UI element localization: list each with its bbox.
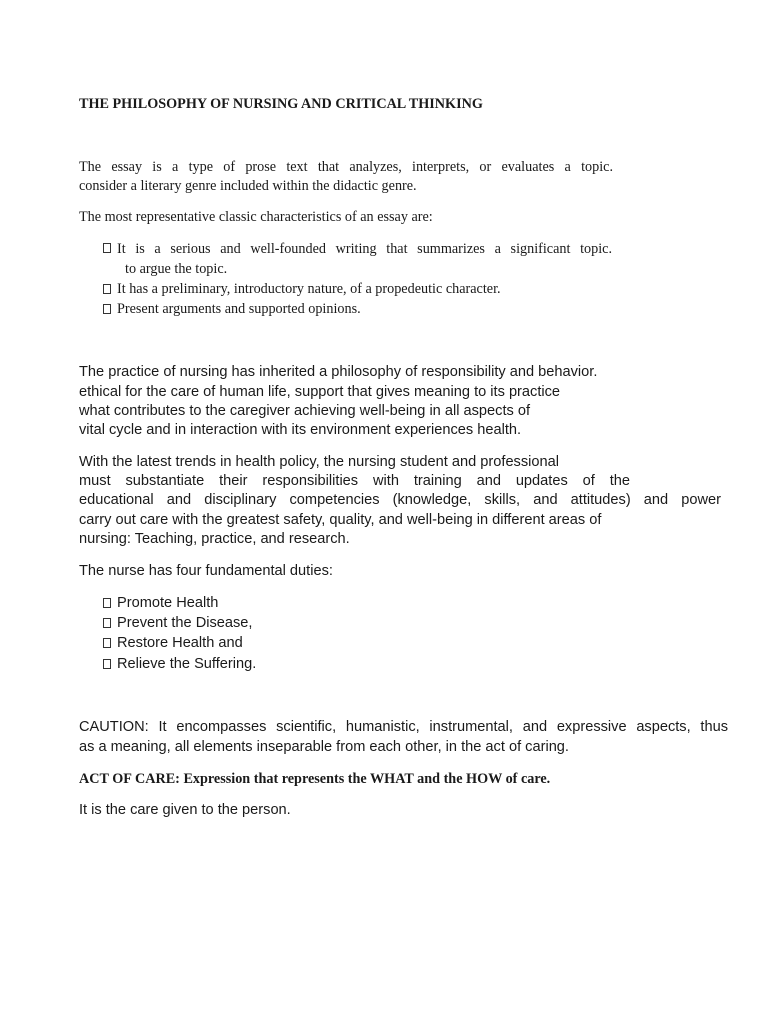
list-item-continuation: to argue the topic. bbox=[125, 261, 228, 277]
list-item-text: Present arguments and supported opinions. bbox=[117, 301, 361, 317]
duties-intro: The nurse has four fundamental duties: bbox=[79, 563, 333, 579]
essay-line-1: The essay is a type of prose text that analyzes, interprets, or evaluates a topic. bbox=[79, 159, 613, 175]
bullet-box-icon bbox=[103, 284, 111, 294]
bullet-box-icon bbox=[103, 638, 111, 648]
list-item-text: It is a serious and well-founded writing that summarizes a significant topic. bbox=[117, 241, 612, 257]
practice-line: what contributes to the caregiver achieving well-being in all aspects of bbox=[79, 403, 531, 419]
page-title: THE PHILOSOPHY OF NURSING AND CRITICAL THINKING bbox=[79, 96, 483, 112]
list-item bbox=[103, 616, 252, 631]
bullet-box-icon bbox=[103, 598, 111, 608]
list-item bbox=[103, 636, 243, 651]
caution-line-1: CAUTION: It encompasses scientific, humanistic, instrumental, and expressive aspects, thus bbox=[79, 719, 728, 735]
list-item-text: Restore Health and bbox=[117, 635, 243, 651]
list-item bbox=[103, 282, 501, 296]
characteristics-intro: The most representative classic characteristics of an essay are: bbox=[79, 209, 433, 225]
list-item-text: Prevent the Disease, bbox=[117, 615, 253, 631]
bullet-box-icon bbox=[103, 243, 111, 253]
practice-line: The practice of nursing has inherited a philosophy of responsibility and behavior. bbox=[79, 364, 598, 380]
act-of-care-heading: ACT OF CARE: Expression that represents the WHAT and the HOW of care. bbox=[79, 771, 551, 787]
closing-line: It is the care given to the person. bbox=[79, 802, 291, 818]
list-item-text: Promote Health bbox=[117, 595, 219, 611]
list-item bbox=[103, 657, 256, 672]
trends-line: educational and disciplinary competencies (knowledge, skills, and attitudes) and power bbox=[79, 492, 721, 508]
bullet-box-icon bbox=[103, 618, 111, 628]
trends-line: must substantiate their responsibilities with training and updates of the bbox=[79, 473, 630, 489]
list-item-text: Relieve the Suffering. bbox=[117, 656, 257, 672]
list-item bbox=[103, 242, 612, 256]
trends-line: With the latest trends in health policy, the nursing student and professional bbox=[79, 454, 559, 470]
list-item bbox=[103, 302, 361, 316]
bullet-box-icon bbox=[103, 659, 111, 669]
caution-line-2: as a meaning, all elements inseparable from each other, in the act of caring. bbox=[79, 739, 569, 755]
essay-line-2: consider a literary genre included within the didactic genre. bbox=[79, 178, 417, 194]
bullet-box-icon bbox=[103, 304, 111, 314]
practice-line: vital cycle and in interaction with its environment experiences health. bbox=[79, 422, 522, 438]
list-item bbox=[103, 596, 218, 611]
trends-line: carry out care with the greatest safety, quality, and well-being in different areas of bbox=[79, 512, 602, 528]
trends-line: nursing: Teaching, practice, and research. bbox=[79, 531, 350, 547]
practice-line: ethical for the care of human life, support that gives meaning to its practice bbox=[79, 384, 561, 400]
list-item-text: It has a preliminary, introductory nature, of a propedeutic character. bbox=[117, 281, 501, 297]
